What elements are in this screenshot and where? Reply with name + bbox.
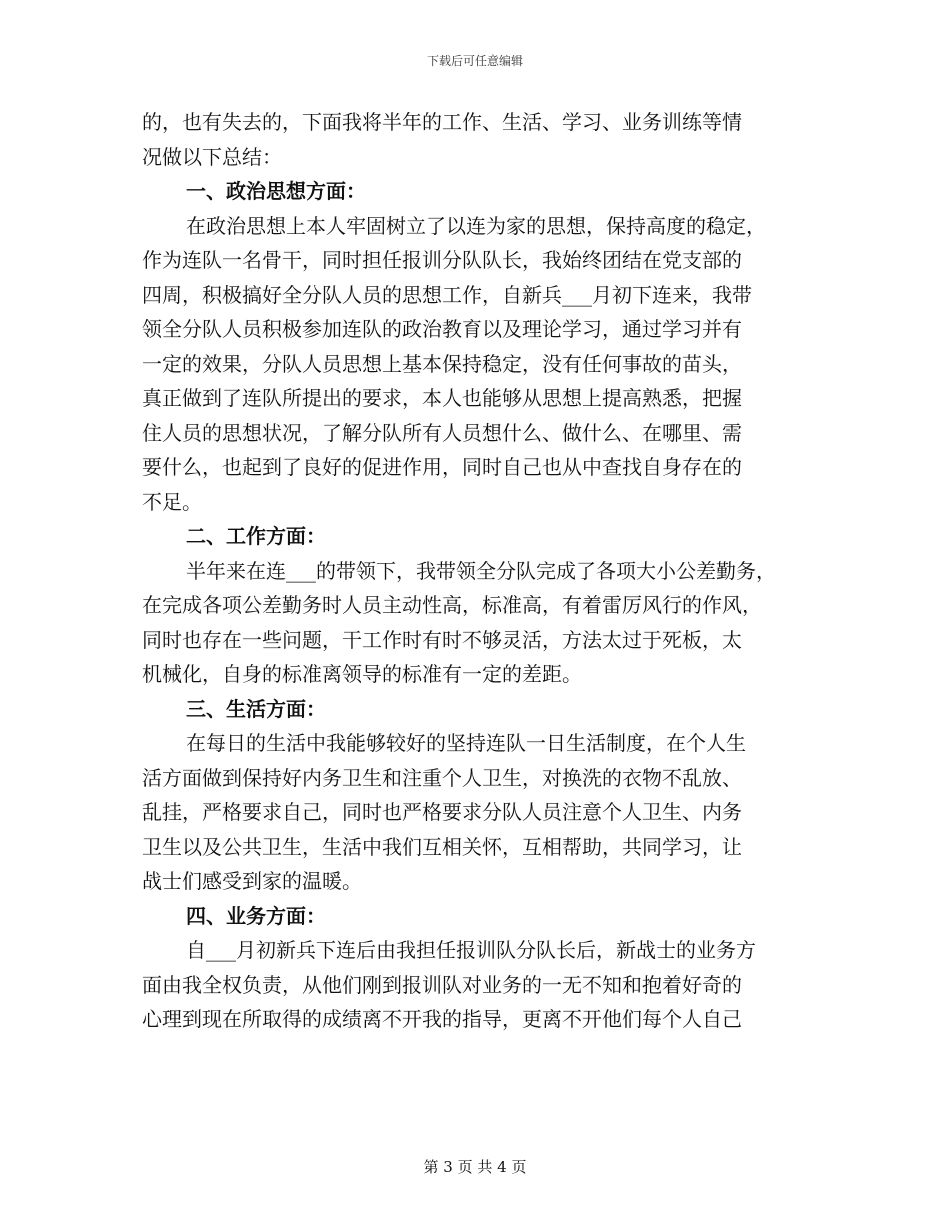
paragraph-line: 半年来在连___的带领下，我带领全分队完成了各项大小公差勤务， [186,558,776,583]
section-heading: 一、政治思想方面： [186,179,366,203]
paragraph-line: 真正做到了连队所提出的要求，本人也能够从思想上提高熟悉，把握 [142,386,742,410]
paragraph-line: 况做以下总结： [142,144,282,169]
paragraph-line: 领全分队人员积极参加连队的政治教育以及理论学习，通过学习并有 [142,317,742,341]
paragraph-line: 自___月初新兵下连后由我担任报训队分队长后，新战士的业务方 [186,938,756,962]
document-body [142,105,812,1037]
paragraph-line: 不足。 [142,489,202,514]
paragraph-line: 的，也有失去的，下面我将半年的工作、生活、学习、业务训练等情 [142,110,742,134]
paragraph-line: 乱挂，严格要求自己，同时也严格要求分队人员注意个人卫生、内务 [142,800,742,824]
paragraph-line: 一定的效果，分队人员思想上基本保持稳定，没有任何事故的苗头， [142,351,742,376]
paragraph-line: 要什么，也起到了良好的促进作用，同时自己也从中查找自身存在的 [142,455,742,479]
section-heading: 二、工作方面： [186,524,326,548]
paragraph-line: 在完成各项公差勤务时人员主动性高，标准高，有着雷厉风行的作风， [142,593,762,617]
paragraph-line: 四周，积极搞好全分队人员的思想工作，自新兵___月初下连来，我带 [142,282,752,307]
page-header: 下载后可任意编辑 [426,54,523,68]
section-heading: 四、业务方面： [186,903,326,928]
paragraph-line: 同时也存在一些问题，干工作时有时不够灵活，方法太过于死板，太 [142,627,742,652]
paragraph-line: 住人员的思想状况，了解分队所有人员想什么、做什么、在哪里、需 [142,420,742,445]
paragraph-line: 在每日的生活中我能够较好的坚持连队一日生活制度，在个人生 [186,731,746,755]
paragraph-line: 机械化，自身的标准离领导的标准有一定的差距。 [142,662,582,686]
paragraph-line: 在政治思想上本人牢固树立了以连为家的思想，保持高度的稳定， [186,213,766,238]
paragraph-line: 活方面做到保持好内务卫生和注重个人卫生，对换洗的衣物不乱放、 [142,765,742,790]
section-heading: 三、生活方面： [186,696,326,721]
paragraph-line: 卫生以及公共卫生，生活中我们互相关怀，互相帮助，共同学习，让 [142,834,742,859]
paragraph-line: 战士们感受到家的温暖。 [142,869,362,893]
page-footer: 第 3 页 共 4 页 [423,1158,527,1176]
paragraph-line: 心理到现在所取得的成绩离不开我的指导，更离不开他们每个人自己 [142,1007,742,1031]
paragraph-line: 面由我全权负责，从他们刚到报训队对业务的一无不知和抱着好奇的 [142,972,742,997]
paragraph-line: 作为连队一名骨干，同时担任报训分队队长，我始终团结在党支部的 [142,248,742,272]
